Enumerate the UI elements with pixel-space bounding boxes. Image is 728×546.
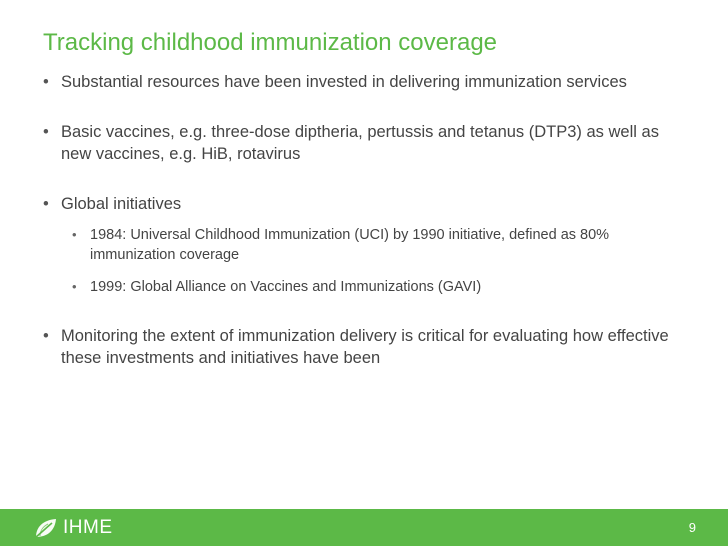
sub-bullet-text: 1999: Global Alliance on Vaccines and Immunizations (GAVI) xyxy=(90,279,482,295)
slide-title: Tracking childhood immunization coverage xyxy=(43,29,498,56)
bullet-dot: • xyxy=(43,327,49,345)
sub-bullet-dot: • xyxy=(72,279,77,294)
leaf-icon xyxy=(34,517,58,539)
page-number: 9 xyxy=(688,520,696,535)
sub-bullet-item xyxy=(61,225,683,265)
sub-bullet-dot: • xyxy=(72,227,77,242)
bullet-item xyxy=(43,71,683,93)
bullet-dot: • xyxy=(43,195,49,213)
ihme-logo xyxy=(34,515,113,541)
sub-bullet-list xyxy=(61,225,683,297)
footer-bar xyxy=(0,509,728,546)
bullet-text: Basic vaccines, e.g. three-dose diptheria, pertussis and tetanus (DTP3) as well as new vaccines, e.g. HiB, rotavirus xyxy=(61,123,659,163)
bullet-text: Monitoring the extent of immunization delivery is critical for evaluating how effective these investments and initiatives have been xyxy=(61,327,669,367)
bullet-text: Global initiatives xyxy=(61,195,182,213)
bullet-list xyxy=(43,71,683,397)
logo-text: IHME xyxy=(63,517,113,538)
sub-bullet-text: 1984: Universal Childhood Immunization (UCI) by 1990 initiative, defined as 80% immunization coverage xyxy=(90,227,610,263)
bullet-item xyxy=(43,325,683,369)
bullet-item xyxy=(43,193,683,297)
sub-bullet-item xyxy=(61,277,683,297)
bullet-item xyxy=(43,121,683,165)
bullet-dot: • xyxy=(43,123,49,141)
bullet-text: Substantial resources have been invested in delivering immunization services xyxy=(61,73,627,91)
bullet-dot: • xyxy=(43,73,49,91)
